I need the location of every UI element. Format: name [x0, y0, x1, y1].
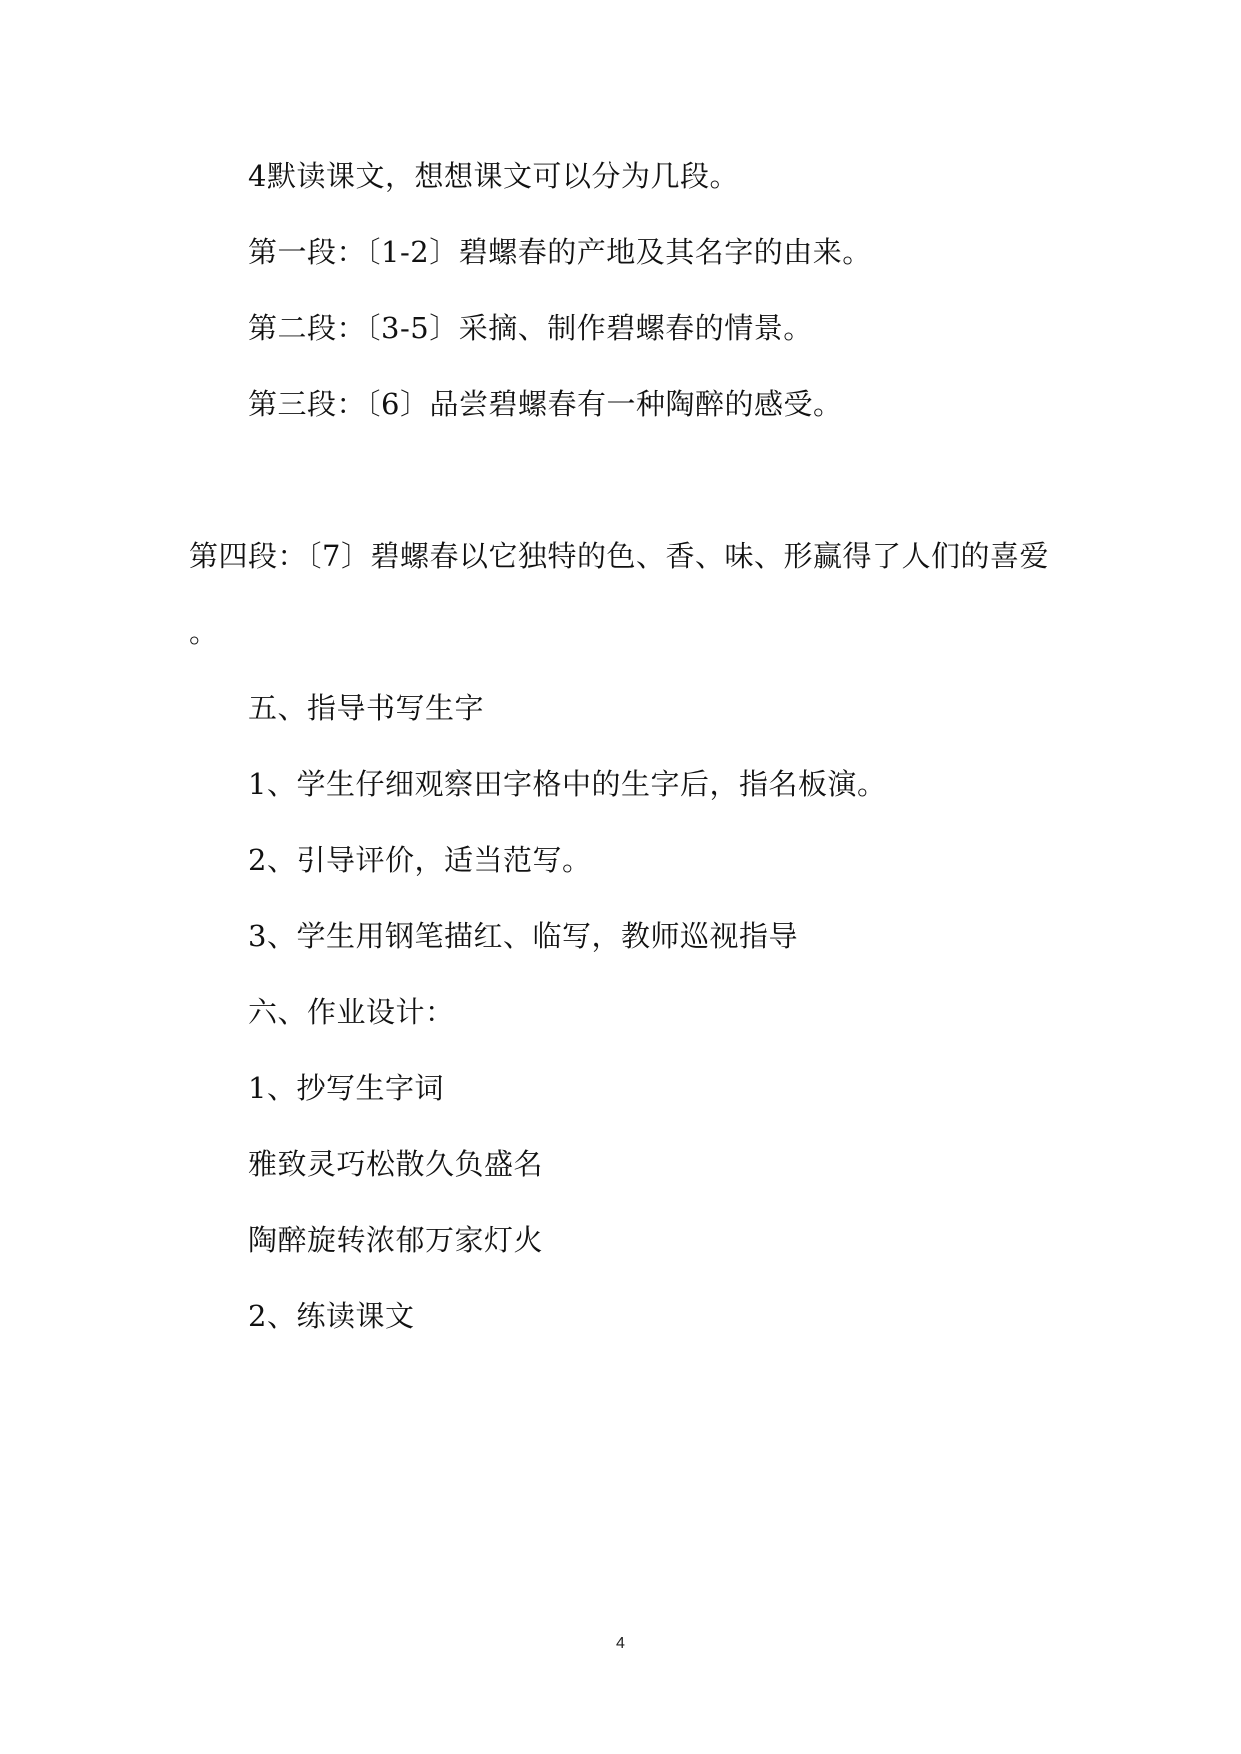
vocabulary-line-one: 雅致灵巧松散久负盛名 — [248, 1147, 544, 1181]
heading-writing-guidance: 五、指导书写生字 — [248, 691, 485, 725]
paragraph-section-four: 第四段：〔7〕碧螺春以它独特的色、香、味、形赢得了人们的喜爱 — [189, 539, 1049, 573]
list-item-copy-words: 1、抄写生字词 — [248, 1071, 444, 1105]
list-item-observe: 1、学生仔细观察田字格中的生字后，指名板演。 — [248, 767, 887, 801]
paragraph-section-three: 第三段：〔6〕品尝碧螺春有一种陶醉的感受。 — [248, 387, 843, 421]
list-item-practice: 3、学生用钢笔描红、临写，教师巡视指导 — [248, 919, 798, 953]
list-item-read-text: 2、练读课文 — [248, 1299, 415, 1333]
list-item-evaluate: 2、引导评价，适当范写。 — [248, 843, 592, 877]
paragraph-section-one: 第一段：〔1-2〕碧螺春的产地及其名字的由来。 — [248, 235, 872, 269]
page-number: 4 — [616, 1635, 625, 1652]
heading-homework: 六、作业设计： — [248, 995, 455, 1029]
paragraph-instruction-read: 4默读课文，想想课文可以分为几段。 — [248, 159, 739, 193]
vocabulary-line-two: 陶醉旋转浓郁万家灯火 — [248, 1223, 544, 1257]
paragraph-section-four-continuation: 。 — [189, 615, 219, 649]
paragraph-section-two: 第二段：〔3-5〕采摘、制作碧螺春的情景。 — [248, 311, 813, 345]
